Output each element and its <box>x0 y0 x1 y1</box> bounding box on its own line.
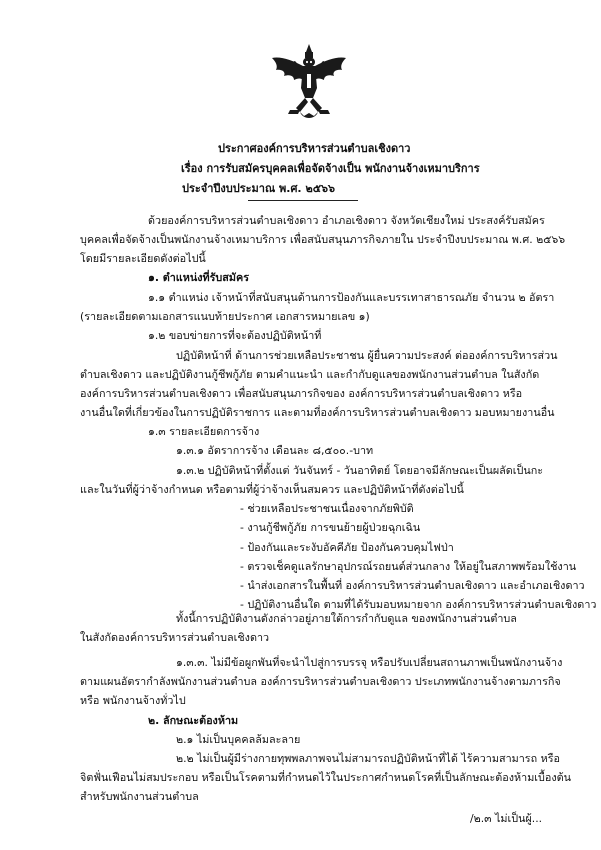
duty-item-1: - ช่วยเหลือประชาชนเนื่องจากภัยพิบัติ <box>240 502 414 515</box>
s1-3-2-tail-1: ทั้งนี้การปฏิบัติงานดังกล่าวอยู่ภายใต้การกำกับดูแล ของพนักงานส่วนตำบล <box>176 612 517 625</box>
s1-2-line-1: ปฏิบัติหน้าที่ ด้านการช่วยเหลือประชาชน ผู้ยื่นความประสงค์ ต่อองค์การบริหารส่วน <box>176 349 558 362</box>
s2-1: ๒.๑ ไม่เป็นบุคคลล้มละลาย <box>176 733 301 746</box>
section-2-heading: ๒. ลักษณะต้องห้าม <box>148 714 239 727</box>
garuda-emblem-icon <box>270 42 348 124</box>
section-1-heading: ๑. ตำแหน่งที่รับสมัคร <box>148 271 250 284</box>
s1-3-3-line-2: ตามแผนอัตรากำลังพนักงานส่วนตำบล องค์การบริหารส่วนตำบลเชิงดาว ประเภทพนักงานจ้างตามภารกิจ <box>80 675 561 688</box>
intro-line-1: ด้วยองค์การบริหารส่วนตำบลเชิงดาว อำเภอเชิงดาว จังหวัดเชียงใหม่ ประสงค์รับสมัคร <box>148 214 545 227</box>
intro-line-3: โดยมีรายละเอียดดังต่อไปนี้ <box>80 252 206 265</box>
s1-1-line-2: (รายละเอียดตามเอกสารแนบท้ายประกาศ เอกสารหมายเลข ๑) <box>80 310 370 323</box>
s1-3-1: ๑.๓.๑ อัตราการจ้าง เดือนละ ๘,๕๐๐.-บาท <box>176 444 374 457</box>
s1-3-3-line-3: หรือ พนักงานจ้างทั่วไป <box>80 694 186 707</box>
continued-marker: /๒.๓ ไม่เป็นผู้... <box>470 812 543 825</box>
s2-2-line-3: สำหรับพนักงานส่วนตำบล <box>80 790 199 803</box>
duty-item-4: - ตรวจเช็คดูแลรักษาอุปกรณ์รถยนต์ส่วนกลาง ให้อยู่ในสภาพพร้อมใช้งาน <box>240 560 577 573</box>
s1-2-heading: ๑.๒ ขอบข่ายการที่จะต้องปฏิบัติหน้าที่ <box>148 329 322 342</box>
s1-1-line-1: ๑.๑ ตำแหน่ง เจ้าหน้าที่สนับสนุนด้านการป้องกันและบรรเทาสาธารณภัย จำนวน ๒ อัตรา <box>148 291 555 304</box>
s2-2-line-1: ๒.๒ ไม่เป็นผู้มีร่างกายทุพพลภาพจนไม่สามารถปฏิบัติหน้าที่ได้ ไร้ความสามารถ หรือ <box>176 752 560 765</box>
s1-2-line-2: ตำบลเชิงดาว และปฏิบัติงานกู้ชีพกู้ภัย ตามคำแนะนำ และกำกับดูแลของพนักงานส่วนตำบล ในสังกัด <box>80 368 540 381</box>
s1-3-2-line-2: และในวันที่ผู้ว่าจ้างกำหนด หรือตามที่ผู้ว่าจ้างเห็นสมควร และปฏิบัติหน้าที่ดังต่อไปนี้ <box>80 483 464 496</box>
intro-line-2: บุคคลเพื่อจัดจ้างเป็นพนักงานจ้างเหมาบริการ เพื่อสนับสนุนภารกิจภายใน ประจำปีงบประมาณ พ.ศ. ๒๕๖๖ <box>80 233 566 246</box>
duty-item-2: - งานกู้ชีพกู้ภัย การขนย้ายผู้ป่วยฉุกเฉิน <box>240 521 421 534</box>
s1-2-line-4: งานอื่นใดที่เกี่ยวข้องในการปฏิบัติราชการ และตามที่องค์การบริหารส่วนตำบลเชิงดาว มอบหมายงานอื่น <box>80 406 555 419</box>
s1-3-3-line-1: ๑.๓.๓. ไม่มีข้อผูกพันที่จะนำไปสู่การบรรจุ หรือปรับเปลี่ยนสถานภาพเป็นพนักงานจ้าง <box>176 656 563 669</box>
announcement-title: ประกาศองค์การบริหารส่วนตำบลเชิงดาว <box>218 142 411 155</box>
s1-2-line-3: องค์การบริหารส่วนตำบลเชิงดาว เพื่อสนับสนุนภารกิจของ องค์การบริหารส่วนตำบลเชิงดาว หรือ <box>80 387 523 400</box>
header-divider <box>248 200 358 201</box>
s1-3-2-line-1: ๑.๓.๒ ปฏิบัติหน้าที่ตั้งแต่ วันจันทร์ - วันอาทิตย์ โดยอาจมีลักษณะเป็นผลัดเป็นกะ <box>176 464 544 477</box>
duty-item-3: - ป้องกันและระงับอัคคีภัย ป้องกันควบคุมไฟป่า <box>240 541 454 554</box>
s1-3-heading: ๑.๓ รายละเอียดการจ้าง <box>148 425 260 438</box>
fiscal-year: ประจำปีงบประมาณ พ.ศ. ๒๕๖๖ <box>182 182 335 195</box>
duty-item-6: - ปฏิบัติงานอื่นใด ตามที่ได้รับมอบหมายจาก องค์การบริหารส่วนตำบลเชิงดาว <box>240 598 597 611</box>
s1-3-2-tail-2: ในสังกัดองค์การบริหารส่วนตำบลเชิงดาว <box>80 631 270 644</box>
announcement-subject: เรื่อง การรับสมัครบุคคลเพื่อจัดจ้างเป็น พนักงานจ้างเหมาบริการ <box>181 162 480 175</box>
s2-2-line-2: จิตฟั่นเฟือนไม่สมประกอบ หรือเป็นโรคตามที่กำหนดไว้ในประกาศกำหนดโรคที่เป็นลักษณะต้องห้ามเบื้องต้น <box>80 771 572 784</box>
duty-item-5: - นำส่งเอกสารในพื้นที่ องค์การบริหารส่วนตำบลเชิงดาว และอำเภอเชิงดาว <box>240 579 585 592</box>
